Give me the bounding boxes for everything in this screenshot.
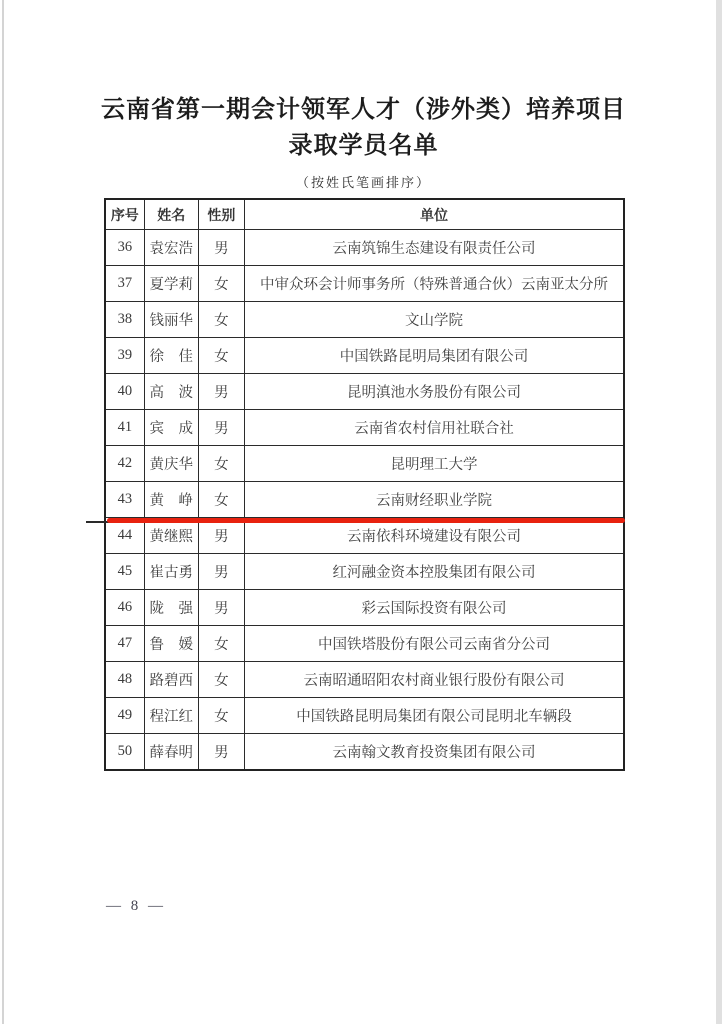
cell-no: 40 bbox=[105, 374, 144, 410]
red-underline-annotation bbox=[107, 518, 625, 523]
cell-name: 夏学莉 bbox=[144, 266, 198, 302]
table-row bbox=[105, 626, 624, 662]
cell-unit: 云南依科环境建设有限公司 bbox=[245, 518, 624, 554]
cell-no: 43 bbox=[105, 482, 144, 518]
cell-unit: 昆明理工大学 bbox=[245, 446, 624, 482]
header-name: 姓名 bbox=[144, 199, 198, 230]
cell-gender: 男 bbox=[198, 230, 244, 266]
cell-name: 薛春明 bbox=[144, 734, 198, 771]
cell-name: 高 波 bbox=[144, 374, 198, 410]
cell-unit: 昆明滇池水务股份有限公司 bbox=[245, 374, 624, 410]
table-row bbox=[105, 662, 624, 698]
cell-name: 黄继熙 bbox=[144, 518, 198, 554]
cell-unit: 云南翰文教育投资集团有限公司 bbox=[245, 734, 624, 771]
cell-unit: 中国铁路昆明局集团有限公司昆明北车辆段 bbox=[245, 698, 624, 734]
cell-gender: 男 bbox=[198, 554, 244, 590]
table-row bbox=[105, 230, 624, 266]
cell-unit: 彩云国际投资有限公司 bbox=[245, 590, 624, 626]
table-row bbox=[105, 698, 624, 734]
cell-unit: 红河融金资本控股集团有限公司 bbox=[245, 554, 624, 590]
cell-gender: 女 bbox=[198, 482, 244, 518]
header-unit: 单位 bbox=[245, 199, 624, 230]
header-no: 序号 bbox=[105, 199, 144, 230]
table-row bbox=[105, 554, 624, 590]
cell-name: 徐 佳 bbox=[144, 338, 198, 374]
table-row bbox=[105, 266, 624, 302]
cell-gender: 女 bbox=[198, 626, 244, 662]
cell-name: 宾 成 bbox=[144, 410, 198, 446]
table-header-row bbox=[105, 199, 624, 230]
cell-gender: 女 bbox=[198, 266, 244, 302]
cell-gender: 男 bbox=[198, 374, 244, 410]
table-row bbox=[105, 302, 624, 338]
cell-no: 50 bbox=[105, 734, 144, 771]
table-row bbox=[105, 734, 624, 771]
cell-no: 48 bbox=[105, 662, 144, 698]
cell-name: 黄 峥 bbox=[144, 482, 198, 518]
cell-no: 38 bbox=[105, 302, 144, 338]
table-row bbox=[105, 374, 624, 410]
table-row bbox=[105, 446, 624, 482]
cell-gender: 男 bbox=[198, 518, 244, 554]
cell-name: 路碧西 bbox=[144, 662, 198, 698]
header-gender: 性别 bbox=[198, 199, 244, 230]
document-header bbox=[0, 92, 727, 191]
cell-name: 陇 强 bbox=[144, 590, 198, 626]
cell-no: 37 bbox=[105, 266, 144, 302]
cell-no: 46 bbox=[105, 590, 144, 626]
cell-gender: 女 bbox=[198, 446, 244, 482]
cell-unit: 云南昭通昭阳农村商业银行股份有限公司 bbox=[245, 662, 624, 698]
cell-no: 45 bbox=[105, 554, 144, 590]
cell-no: 36 bbox=[105, 230, 144, 266]
cell-no: 44 bbox=[105, 518, 144, 554]
cell-name: 鲁 媛 bbox=[144, 626, 198, 662]
document-subtitle: （按姓氏笔画排序） bbox=[295, 175, 431, 190]
cell-no: 42 bbox=[105, 446, 144, 482]
cell-unit: 中国铁塔股份有限公司云南省分公司 bbox=[245, 626, 624, 662]
cell-name: 钱丽华 bbox=[144, 302, 198, 338]
cell-unit: 云南筑锦生态建设有限责任公司 bbox=[245, 230, 624, 266]
table-row bbox=[105, 590, 624, 626]
cell-gender: 女 bbox=[198, 302, 244, 338]
cell-gender: 男 bbox=[198, 590, 244, 626]
roster-table bbox=[104, 198, 625, 771]
page-number: — 8 — bbox=[106, 898, 166, 914]
cell-gender: 女 bbox=[198, 662, 244, 698]
table-row bbox=[105, 410, 624, 446]
cell-name: 黄庆华 bbox=[144, 446, 198, 482]
cell-name: 程江红 bbox=[144, 698, 198, 734]
document-title-line1: 云南省第一期会计领军人才（涉外类）培养项目 bbox=[101, 97, 626, 123]
cell-unit: 云南财经职业学院 bbox=[245, 482, 624, 518]
table-row bbox=[105, 482, 624, 518]
cell-no: 41 bbox=[105, 410, 144, 446]
cell-name: 崔古勇 bbox=[144, 554, 198, 590]
cell-unit: 云南省农村信用社联合社 bbox=[245, 410, 624, 446]
document-title-line2: 录取学员名单 bbox=[288, 133, 439, 159]
cell-gender: 女 bbox=[198, 338, 244, 374]
cell-gender: 男 bbox=[198, 410, 244, 446]
table-row bbox=[105, 338, 624, 374]
cell-unit: 中审众环会计师事务所（特殊普通合伙）云南亚太分所 bbox=[245, 266, 624, 302]
cell-unit: 中国铁路昆明局集团有限公司 bbox=[245, 338, 624, 374]
cell-gender: 女 bbox=[198, 698, 244, 734]
cell-no: 47 bbox=[105, 626, 144, 662]
cell-gender: 男 bbox=[198, 734, 244, 771]
cell-no: 39 bbox=[105, 338, 144, 374]
cell-name: 袁宏浩 bbox=[144, 230, 198, 266]
cell-no: 49 bbox=[105, 698, 144, 734]
cell-unit: 文山学院 bbox=[245, 302, 624, 338]
